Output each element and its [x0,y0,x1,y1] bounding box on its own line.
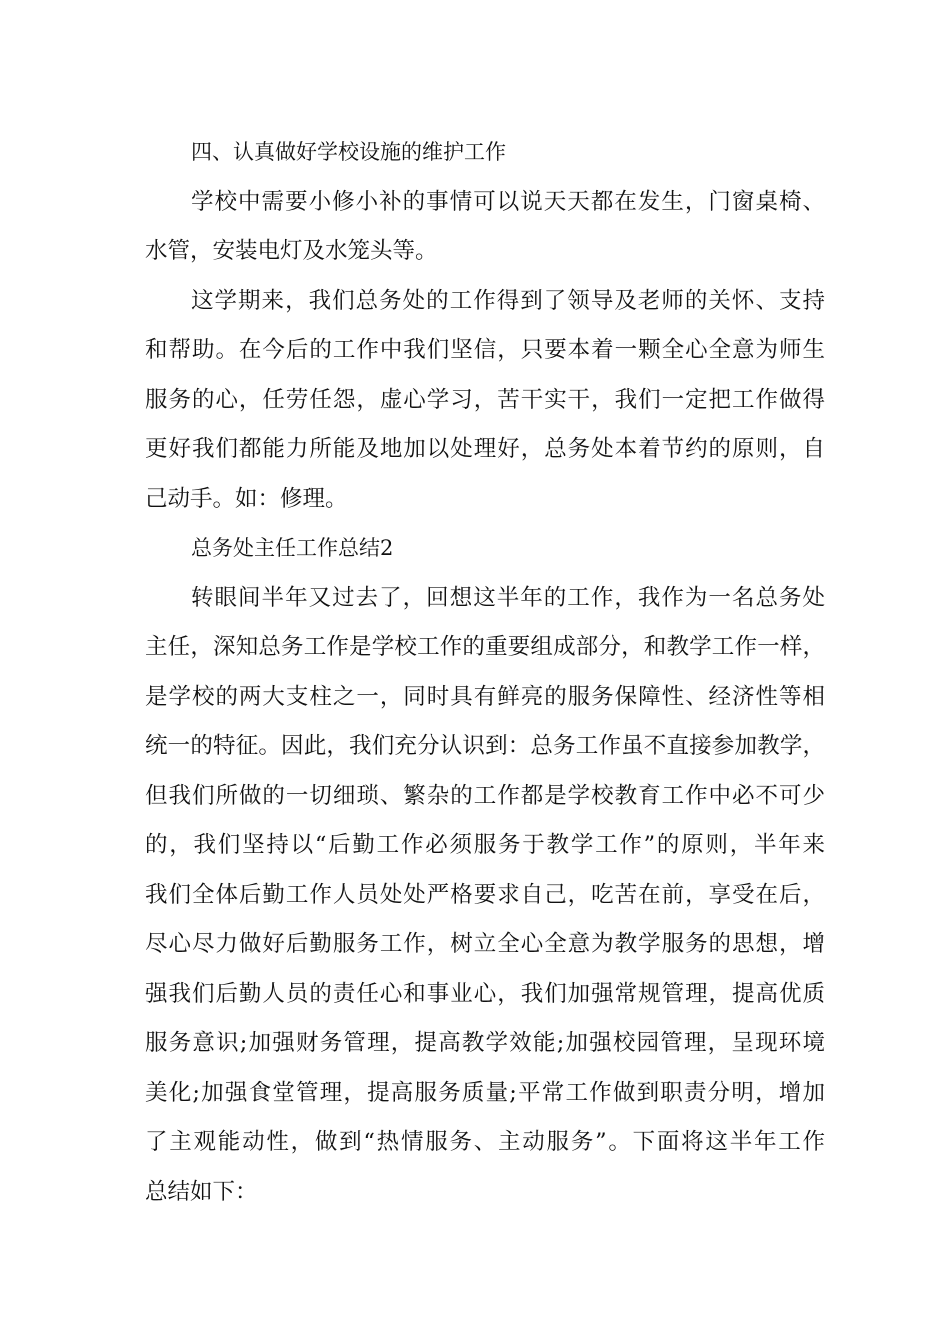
paragraph-line: 己动手。如：修理。 [145,485,348,512]
paragraph-line: 这学期来，我们总务处的工作得到了领导及老师的关怀、支持 [191,287,825,314]
paragraph-line: 服务的心，任劳任怨，虚心学习，苦干实干，我们一定把工作做得 [145,386,825,413]
paragraph-line: 学校中需要小修小补的事情可以说天天都在发生，门窗桌椅、 [191,188,825,215]
paragraph-line: 和帮助。在今后的工作中我们坚信，只要本着一颗全心全意为师生 [145,337,825,363]
paragraph-line: 总结如下： [145,1178,258,1205]
paragraph-line: 强我们后勤人员的责任心和事业心，我们加强常规管理，提高优质 [145,980,825,1007]
paragraph-line: 尽心尽力做好后勤服务工作，树立全心全意为教学服务的思想，增 [145,931,825,957]
paragraph-line: 是学校的两大支柱之一，同时具有鲜亮的服务保障性、经济性等相 [145,683,825,710]
paragraph-line: 水管，安装电灯及水笼头等。 [145,238,438,264]
section-heading-facility-maintenance: 四、认真做好学校设施的维护工作 [191,140,506,164]
paragraph-line: 但我们所做的一切细琐、繁杂的工作都是学校教育工作中必不可少 [145,782,825,809]
paragraph-line: 美化;加强食堂管理，提高服务质量;平常工作做到职责分明，增加 [145,1079,825,1106]
paragraph-line: 服务意识;加强财务管理，提高教学效能;加强校园管理，呈现环境 [145,1030,825,1056]
paragraph-line: 我们全体后勤工作人员处处严格要求自己，吃苦在前，享受在后， [145,881,825,908]
paragraph-line: 的，我们坚持以“后勤工作必须服务于教学工作”的原则，半年来 [145,832,825,858]
paragraph-line: 转眼间半年又过去了，回想这半年的工作，我作为一名总务处 [191,584,825,611]
paragraph-line: 了主观能动性，做到“热情服务、主动服务”。下面将这半年工作 [145,1129,825,1155]
paragraph-line: 统一的特征。因此，我们充分认识到：总务工作虽不直接参加教学， [145,733,825,759]
paragraph-line: 主任，深知总务工作是学校工作的重要组成部分，和教学工作一样， [145,634,825,660]
paragraph-line: 更好我们都能力所能及地加以处理好，总务处本着节约的原则，自 [145,436,825,462]
document-body [145,128,825,1217]
section-title-summary-2: 总务处主任工作总结2 [191,536,394,560]
